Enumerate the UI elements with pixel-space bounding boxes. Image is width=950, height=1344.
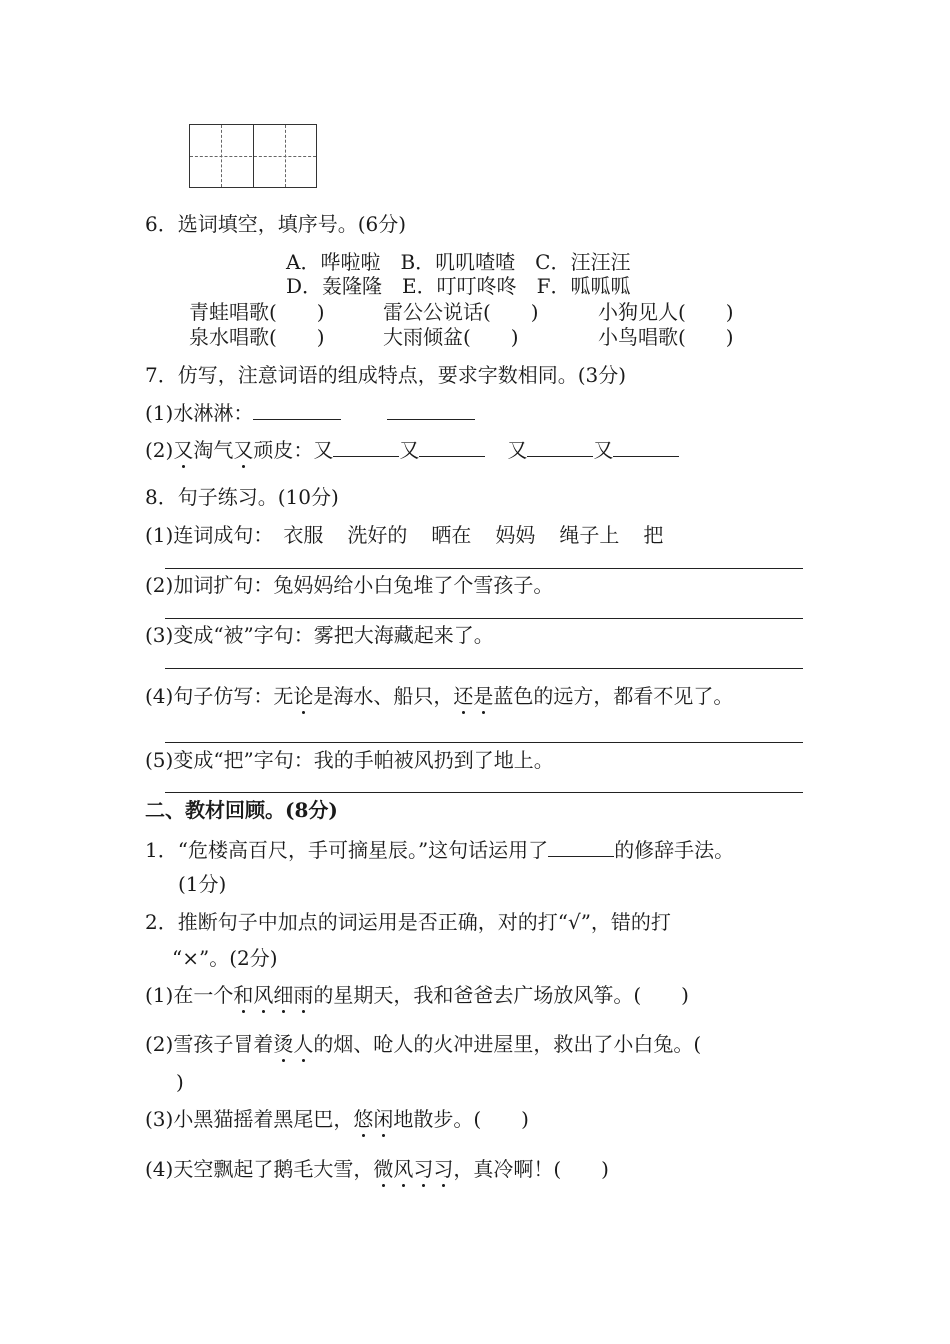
q6-options-row1: A．哗啦啦 B．叽叽喳喳 C．汪汪汪 <box>286 250 631 274</box>
s2-item1: (1)在一个和风细雨的星期天，我和爸爸去广场放风筝。( ) <box>145 983 689 1007</box>
emphasis-char: 论 <box>293 684 314 708</box>
emphasis-char: 细 <box>273 983 294 1007</box>
s2-item2: (2)雪孩子冒着烫人的烟、呛人的火冲进屋里，救出了小白兔。( <box>145 1032 702 1056</box>
q8-title: 8．句子练习。(10分) <box>145 485 339 509</box>
q6-fill-6: 小鸟唱歌( ) <box>598 325 734 349</box>
answer-line[interactable] <box>165 618 803 619</box>
q7-blank-6[interactable] <box>613 438 679 457</box>
s2-q2-line2: “×”。(2分) <box>172 946 278 970</box>
emphasis-char: 雨 <box>293 983 314 1007</box>
emphasis-char: 微 <box>373 1157 394 1181</box>
answer-line[interactable] <box>165 568 803 569</box>
q6-fill-2: 雷公公说话( ) <box>383 300 539 324</box>
answer-line[interactable] <box>165 668 803 669</box>
q7-item2: (2)又淘气又顽皮：又 又 又 又 <box>145 438 679 460</box>
s2-q1-line1: 1．“危楼高百尺，手可摘星辰。”这句话运用了 的修辞手法。 <box>145 838 735 862</box>
q6-options-row2: D．轰隆隆 E．叮叮咚咚 F．呱呱呱 <box>286 274 631 298</box>
emphasis-char: 风 <box>393 1157 414 1181</box>
emphasis-char: 是 <box>473 684 494 708</box>
q8-item1: (1)连词成句： 衣服 洗好的 晒在 妈妈 绳子上 把 <box>145 523 664 547</box>
q7-blank-2[interactable] <box>387 401 475 420</box>
s2-item2-tail: ) <box>176 1070 184 1094</box>
s2-item4: (4)天空飘起了鹅毛大雪，微风习习，真冷啊！( ) <box>145 1157 609 1181</box>
s2-item3: (3)小黑猫摇着黑尾巴，悠闲地散步。( ) <box>145 1107 529 1131</box>
word-card: 晒在 <box>431 523 472 547</box>
writing-grid <box>189 124 317 188</box>
q6-fill-4: 泉水唱歌( ) <box>189 325 325 349</box>
word-card: 绳子上 <box>559 523 620 547</box>
section2-title: 二、教材回顾。(8分) <box>145 798 338 822</box>
q8-item4: (4)句子仿写：无论是海水、船只，还是蓝色的远方，都看不见了。 <box>145 684 734 708</box>
q7-item1 <box>145 401 475 423</box>
emphasis-char: 悠 <box>353 1107 374 1131</box>
q8-item2: (2)加词扩句：兔妈妈给小白兔堆了个雪孩子。 <box>145 573 554 597</box>
q7-blank-5[interactable] <box>527 438 593 457</box>
q8-item5: (5)变成“把”字句：我的手帕被风扔到了地上。 <box>145 748 554 772</box>
answer-line[interactable] <box>165 742 803 743</box>
q7-blank-1[interactable] <box>253 401 341 420</box>
q6-fill-1: 青蛙唱歌( ) <box>189 300 325 324</box>
q6-title: 6．选词填空，填序号。(6分) <box>145 212 407 236</box>
q7-title: 7．仿写，注意词语的组成特点，要求字数相同。(3分) <box>145 363 627 387</box>
emphasis-char: 和 <box>233 983 254 1007</box>
q6-fill-3: 小狗见人( ) <box>598 300 734 324</box>
word-card: 妈妈 <box>495 523 536 547</box>
word-card: 把 <box>643 523 664 547</box>
emphasis-char: 习 <box>433 1157 454 1181</box>
q8-item3: (3)变成“被”字句：雾把大海藏起来了。 <box>145 623 494 647</box>
emphasis-char: 又 <box>233 438 254 462</box>
q6-fill-5: 大雨倾盆( ) <box>383 325 519 349</box>
s2-q1-line2: (1分) <box>178 872 227 896</box>
s2-q2-line1: 2．推断句子中加点的词运用是否正确，对的打“√”，错的打 <box>145 910 671 934</box>
emphasis-char: 人 <box>293 1032 314 1056</box>
emphasis-char: 习 <box>413 1157 434 1181</box>
word-card: 衣服 <box>283 523 324 547</box>
emphasis-char: 烫 <box>273 1032 294 1056</box>
emphasis-char: 又 <box>173 438 194 462</box>
emphasis-char: 闲 <box>373 1107 394 1131</box>
q7-blank-3[interactable] <box>333 438 399 457</box>
emphasis-char: 风 <box>253 983 274 1007</box>
q7-blank-4[interactable] <box>419 438 485 457</box>
emphasis-char: 还 <box>453 684 474 708</box>
word-card: 洗好的 <box>347 523 408 547</box>
q7-item1-label: (1)水淋淋： <box>145 401 254 425</box>
s2-q1-blank[interactable] <box>548 838 614 857</box>
answer-line[interactable] <box>165 792 803 793</box>
